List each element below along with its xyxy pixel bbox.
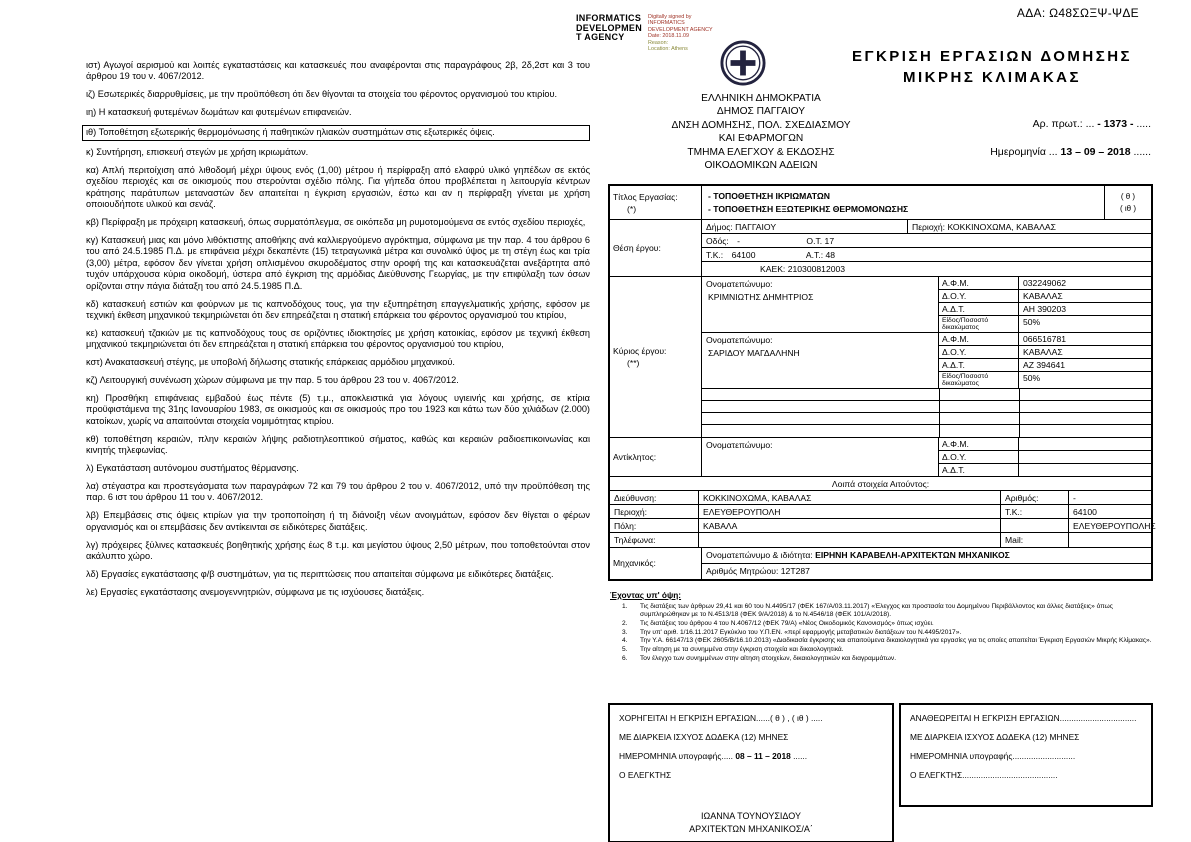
considering-item: 1. Τις διατάξεις των άρθρων 29,41 και 60 του Ν.4495/17 (ΦΕΚ 167/Α/03.11.2017) «Έλεγχος και προστασία του Δομημένου Περιβάλλοντος και άλλες διατάξεις» όπως συμπληρώθηκαν με το Ν.4513/18 (ΦΕΚ 9/Α/2018) & το Ν.4546/18 (ΦΕΚ 101/Α/2018). xyxy=(622,602,1113,619)
empty-owner-row xyxy=(702,401,1151,413)
engineer-fields xyxy=(702,548,1151,579)
informatics-agency-text: INFORMATICS DEVELOPMEN T AGENCY xyxy=(576,13,643,43)
owner-section xyxy=(610,277,1151,438)
legal-paragraph: ιζ) Εσωτερικές διαρρυθμίσεις, με την προϋπόθεση ότι δεν θίγονται τα στοιχεία του φέροντος οργανισμού του κτιρίου. xyxy=(86,89,558,100)
person-name-label: Ονοματεπώνυμο: xyxy=(706,279,773,289)
person-name: ΣΑΡΙΔΟΥ ΜΑΓΔΑΛΗΝΗ xyxy=(708,348,800,358)
considering-item: 5. Την αίτηση με τα συνημμένα στην έγκριση στοιχεία και δικαιολογητικά. xyxy=(622,646,844,654)
grant-date-line: ΗΜΕΡΟΜΗΝΙΑ υπογραφής..... 08 – 11 – 2018 ...... xyxy=(619,751,808,762)
legal-paragraphs-list xyxy=(86,60,590,605)
person-name-label: Ονοματεπώνυμο: xyxy=(706,440,773,450)
considering-item: 6. Τον έλεγχο των συνημμένων στην αίτηση στοιχείων, δικαιολογητικών και διαγραμμάτων. xyxy=(622,654,897,662)
applicant-detail-row: Διεύθυνση: ΚΟΚΚΙΝΟΧΩΜΑ, ΚΑΒΑΛΑΣ Αριθμός: - xyxy=(610,491,1151,505)
afm-value: 066516781 xyxy=(1023,334,1067,344)
doy-label: Δ.Ο.Υ. xyxy=(939,451,1019,463)
authority-line: ΚΑΙ ΕΦΑΡΜΟΓΩΝ xyxy=(718,133,804,145)
authority-line: ΤΜΗΜΑ ΕΛΕΓΧΟΥ & ΕΚΔΟΣΗΣ xyxy=(687,146,835,158)
authority-line: ΔΝΣΗ ΔΟΜΗΣΗΣ, ΠΟΛ. ΣΧΕΔΙΑΣΜΟΥ xyxy=(671,119,851,131)
postcode-field: Τ.Κ.: 64100 Α.Τ.: 48 xyxy=(702,248,1151,262)
owner-fields xyxy=(702,277,1151,437)
inspector-label: Ο ΕΛΕΓΚΤΗΣ......................................... xyxy=(910,770,1058,781)
owner-label: Κύριος έργου: (**) xyxy=(610,277,702,437)
work-title-label: Τίτλος Εργασίας: (*) xyxy=(610,186,702,219)
work-code: ( ιθ ) xyxy=(1120,204,1136,213)
legal-paragraph: κθ) τοποθέτηση κεραιών, πλην κεραιών λήψης ραδιοτηλεοπτικού σήματος, καθώς και κεραιών ραδιοεπικοινωνίας και κινητής τηλεφωνίας. xyxy=(86,433,590,456)
empty-owner-row xyxy=(702,389,1151,401)
legal-paragraph: λε) Εργασίες εγκατάστασης ανεμογεννητριών, σύμφωνα με τις ισχύουσες διατάξεις. xyxy=(86,586,425,597)
adt-label: Α.Δ.Τ. xyxy=(939,359,1019,371)
work-title-section xyxy=(610,186,1151,220)
legal-paragraph: ιη) Η κατασκευή φυτεμένων δωμάτων και φυτεμένων επιφανειών. xyxy=(86,107,352,118)
revision-line: ΑΝΑΘΕΩΡΕΙΤΑΙ Η ΕΓΚΡΙΣΗ ΕΡΓΑΣΙΩΝ................................. xyxy=(910,713,1137,724)
empty-owner-row xyxy=(702,413,1151,425)
revision-duration-line: ΜΕ ΔΙΑΡΚΕΙΑ ΙΣΧΥΟΣ ΔΩΔΕΚΑ (12) ΜΗΝΕΣ xyxy=(910,732,1080,743)
applicant-detail-row: Πόλη: ΚΑΒΑΛΑ ΕΛΕΥΘΕΡΟΥΠΟΛΗΣ xyxy=(610,519,1151,533)
engineer-registry-field: Αριθμός Μητρώου: 12Τ287 xyxy=(702,563,1151,579)
inspector-label: Ο ΕΛΕΓΚΤΗΣ xyxy=(619,770,672,781)
share-label: Είδος/Ποσοστό δικαιώματος xyxy=(939,372,1019,388)
authority-line: ΟΙΚΟΔΟΜΙΚΩΝ ΑΔΕΙΩΝ xyxy=(704,160,818,172)
location-section xyxy=(610,220,1151,277)
legal-paragraph: κ) Συντήρηση, επισκευή στεγών με χρήση ικριωμάτων. xyxy=(86,147,309,158)
considering-item: 2. Τις διατάξεις του άρθρου 4 του Ν.4067/12 (ΦΕΚ 79/Α) «Νέος Οικοδομικός Κανονισμός» όπως ισχύει. xyxy=(622,619,934,627)
authority-line: ΔΗΜΟΣ ΠΑΓΓΑΙΟΥ xyxy=(716,106,806,118)
approval-boxes xyxy=(608,703,1153,842)
owner-person-row xyxy=(702,277,1151,333)
legal-paragraph: κβ) Περίφραξη με πρόχειρη κατασκευή, όπως συρματόπλεγμα, σε οικόπεδα μη ρυμοτομούμενα σε εντός σχεδίου περιοχές, xyxy=(86,217,586,228)
legal-paragraph: κζ) Λειτουργική συνένωση χώρων σύμφωνα με την παρ. 5 του άρθρου 23 του ν. 4067/2012. xyxy=(86,375,459,386)
afm-label: Α.Φ.Μ. xyxy=(939,438,1019,450)
kaek-field: ΚΑΕΚ: 210300812003 xyxy=(760,263,846,274)
coat-of-arms-icon xyxy=(720,40,766,86)
applicant-detail-row: Τηλέφωνα: Mail: xyxy=(610,533,1151,547)
permit-form-table xyxy=(608,184,1156,581)
issuing-authority xyxy=(608,92,914,173)
document-title: ΕΓΚΡΙΣΗ ΕΡΓΑΣΙΩΝ ΔΟΜΗΣΗΣ ΜΙΚΡΗΣ ΚΛΙΜΑΚΑΣ xyxy=(851,48,1133,86)
work-item: - ΤΟΠΟΘΕΤΗΣΗ ΕΞΩΤΕΡΙΚΗΣ ΘΕΡΜΟΜΟΝΩΣΗΣ xyxy=(708,204,909,214)
permit-form-column xyxy=(608,40,1156,842)
doy-value: ΚΑΒΑΛΑΣ xyxy=(1023,291,1063,301)
afm-value: 032249062 xyxy=(1023,278,1067,288)
legal-paragraph: λβ) Επεμβάσεις στις όψεις κτιρίων για την τροποποίηση ή τη διάνοιξη νέων ανοιγμάτων, εφόσον δεν θίγεται ο φέρων οργανισμός και οι επεμβάσεις δεν αντίκεινται σε ειδικότερες διατάξεις. xyxy=(86,510,590,532)
grant-duration-line: ΜΕ ΔΙΑΡΚΕΙΑ ΙΣΧΥΟΣ ΔΩΔΕΚΑ (12) ΜΗΝΕΣ xyxy=(619,732,789,743)
afm-label: Α.Φ.Μ. xyxy=(939,277,1019,289)
adt-label: Α.Δ.Τ. xyxy=(939,464,1019,476)
legal-paragraph: λδ) Εργασίες εγκατάστασης φ/β συστημάτων, για τις περιπτώσεις που απαιτείται σύμφωνα με ειδικότερες διατάξεις. xyxy=(86,568,554,579)
agent-person-row xyxy=(702,438,1151,476)
work-items xyxy=(702,186,1105,219)
adt-value: ΑΗ 390203 xyxy=(1023,304,1067,314)
considering-item: 3. Την υπ' αριθ. 1/16.11.2017 Εγκύκλιο του Υ.Π.ΕΝ. «περί εφαρμογής μεταβατικών διατάξεων του Ν.4495/2017». xyxy=(622,628,962,636)
legal-paragraph-highlighted: ιθ) Τοποθέτηση εξωτερικής θερμομόνωσης ή παθητικών ηλιακών συστημάτων στις εξωτερικές όψεις. xyxy=(82,125,590,140)
afm-label: Α.Φ.Μ. xyxy=(939,333,1019,345)
authority-line: ΕΛΛΗΝΙΚΗ ΔΗΜΟΚΡΑΤΙΑ xyxy=(701,93,821,104)
adt-label: Α.Δ.Τ. xyxy=(939,303,1019,315)
engineer-section xyxy=(610,548,1151,579)
work-code: ( θ ) xyxy=(1120,192,1136,201)
signature-details-text: Digitally signed by INFORMATICS DEVELOPMENT AGENCY Date: 2018.11.09 Reason: Location: Athens xyxy=(648,14,713,52)
considering-header: Έχοντας υπ' όψη: xyxy=(610,589,682,600)
form-header xyxy=(608,40,1153,184)
signatory-title: ΑΡΧΙΤΕΚΤΩΝ ΜΗΧΑΝΙΚΟΣ/Α΄ xyxy=(689,824,813,835)
legal-paragraph: κα) Απλή περιτοίχιση από λιθοδομή μέχρι ύψους ενός (1,00) μέτρου ή περίφραξη από ελαφρύ υλικό γηπέδων σε εκτός σχεδίου περιοχές και σε οικισμούς που στερούνται σχέδιο πόλης. Για γήπεδα όπου προβλέπεται η λειτουργία κέντρων κράτησης παράτυπων μεταναστών δεν απαιτείται η έγκριση εργασιών, έστω και αν η περίφραξη γίνεται με χρήση οποιουδήποτε υλικού και σενάζ. xyxy=(86,164,590,210)
work-item: - ΤΟΠΟΘΕΤΗΣΗ ΙΚΡΙΩΜΑΤΩΝ xyxy=(708,191,830,201)
ada-code: ΑΔΑ: Ω48ΣΩΞΨ-ΨΔΕ xyxy=(1016,6,1139,20)
location-fields xyxy=(702,220,1151,276)
municipality-field: Δήμος: ΠΑΓΓΑΙΟΥ xyxy=(706,221,777,232)
doy-label: Δ.Ο.Υ. xyxy=(939,290,1019,302)
applicant-details-section xyxy=(610,477,1156,548)
considering-section xyxy=(608,590,1153,664)
considering-item: 4. Την Υ.Α. 66147/13 (ΦΕΚ 2605/Β/16.10.2013) «Διαδικασία έγκρισης και απαιτούμενα δικαιολογητικά για εργασίες για τις οποίες απαιτείται Έγκριση Εργασιών Μικρής Κλίμακας». xyxy=(622,637,1152,645)
applicant-detail-row: Περιοχή: ΕΛΕΥΘΕΡΟΥΠΟΛΗ Τ.Κ.: 64100 xyxy=(610,505,1151,519)
agent-section xyxy=(610,438,1151,477)
adt-value: ΑΖ 394641 xyxy=(1023,360,1066,370)
share-label: Είδος/Ποσοστό δικαιώματος xyxy=(939,316,1019,332)
signatory xyxy=(610,810,892,836)
location-label: Θέση έργου: xyxy=(610,220,702,276)
empty-owner-row xyxy=(702,425,1151,437)
doy-value: ΚΑΒΑΛΑΣ xyxy=(1023,347,1063,357)
engineer-label: Μηχανικός: xyxy=(610,548,702,579)
person-name: ΚΡΙΜΝΙΩΤΗΣ ΔΗΜΗΤΡΙΟΣ xyxy=(708,292,814,302)
legal-paragraph: ιστ) Αγωγοί αερισμού και λοιπές εγκαταστάσεις και κατασκευές που αναφέρονται στις παραγράφους 2β, 2δ,2στ και 3 του άρθρου 19 του ν. 4067/2012. xyxy=(86,60,590,82)
area-field: Περιοχή: ΚΟΚΚΙΝΟΧΩΜΑ, ΚΑΒΑΛΑΣ xyxy=(907,220,1151,233)
legal-paragraph: λα) στέγαστρα και προστεγάσματα των παραγράφων 72 και 79 του άρθρου 2 του ν. 4067/2012, υπό την προϋπόθεση της παρ. 6 ιστ του άρθρου 11 του ν. 4067/2012. xyxy=(86,480,590,503)
legal-paragraph: κη) Προσθήκη επιφάνειας εμβαδού έως πέντε (5) τ.μ., αποκλειστικά για λόγους υγιεινής και χρήσης, σε κτίρια προϋφιστάμενα της 31ης Ιανουαρίου 1983, σε οικισμούς και σε οικισμούς προ του 1923 και κάτω των δύο χιλιάδων (2.000) κατοίκων, χωρίς να απαιτούνται στοιχεία νομιμότητας κτιρίου. xyxy=(86,392,590,426)
legal-paragraph: κγ) Κατασκευή μιας και μόνο λιθόκτιστης αποθήκης ανά καλλιεργούμενο αγρόκτημα, σύμφωνα με την παρ. 4 του άρθρου 6 του από 24.5.1985 Π.Δ. με επιφάνεια μέχρι δεκαπέντε (15) τετραγωνικά μέτρα και συνολικό ύψος με τη στέγη έως και τρία (3,00) μέτρα, εφόσον δεν γίνεται χρήση οπλισμένου σκυροδέματος στην οροφή της και κατασκευάζεται ανεξάρτητα από τυχόν υπάρχουσα κύρια οικοδομή, ύστερα από έγκριση της αρμόδιας Διεύθυνσης Γεωργίας, με την επιφύλαξη των όσων ορίζονται στην πάγια διάταξη του από 24.5.1985 Π.Δ. xyxy=(86,234,590,291)
legal-paragraph: λ) Εγκατάσταση αυτόνομου συστήματος θέρμανσης. xyxy=(86,462,299,473)
agent-label: Αντίκλητος: xyxy=(610,438,702,476)
street-block-field: Οδός: - Ο.Τ. 17 xyxy=(702,234,1151,248)
share-value: 50% xyxy=(1023,317,1041,327)
applicant-details-header: Λοιπά στοιχεία Αιτούντος: xyxy=(610,477,1151,491)
person-name-label: Ονοματεπώνυμο: xyxy=(706,335,773,345)
legal-paragraph: λγ) πρόχειρες ξύλινες κατασκευές βοηθητικής χρήσης έως 8 τ.μ. και μεγίστου ύψους 2,50 μέτρων, που τοποθετούνται στον ακάλυπτο χώρο. xyxy=(86,539,590,561)
revision-date-line: ΗΜΕΡΟΜΗΝΙΑ υπογραφής........................... xyxy=(910,751,1076,762)
grant-line: ΧΟΡΗΓΕΙΤΑΙ Η ΕΓΚΡΙΣΗ ΕΡΓΑΣΙΩΝ......( θ ) , ( ιθ ) ..... xyxy=(619,713,823,724)
signatory-name: ΙΩΑΝΝΑ ΤΟΥΝΟΥΣΙΔΟΥ xyxy=(701,811,801,822)
work-codes xyxy=(1105,186,1151,219)
legal-paragraph: κε) κατασκευή τζακιών με τις καπνοδόχους τους σε οριζόντιες ιδιοκτησίες με χρήση κατοικίας, εφόσον με τεχνική έκθεση μηχανικού τεκμηριώνεται ότι δεν επηρεάζεται η στατική επάρκεια του φέροντος οργανισμού του κτιρίου, xyxy=(86,327,590,350)
doy-label: Δ.Ο.Υ. xyxy=(939,346,1019,358)
legal-paragraph: κστ) Ανακατασκευή στέγης, με υποβολή δήλωσης στατικής επάρκειας αρμόδιου μηχανικού. xyxy=(86,357,455,368)
engineer-name-field: Ονοματεπώνυμο & ιδιότητα: ΕΙΡΗΝΗ ΚΑΡΑΒΕΛΗ-ΑΡΧΙΤΕΚΤΩΝ ΜΗΧΑΝΙΚΟΣ xyxy=(706,550,1010,560)
owner-person-row xyxy=(702,333,1151,389)
grant-approval-box xyxy=(608,703,894,842)
legal-paragraph: κδ) κατασκευή εστιών και φούρνων με τις καπνοδόχους τους, για την εξυπηρέτηση επαγγελματικής χρήσης, εφόσον με τεχνική έκθεση μηχανικού τεκμηριώνεται ότι δεν επηρεάζεται η στατική επάρκεια του φέροντος οργανισμού του κτιρίου, xyxy=(86,298,590,320)
document-date: Ημερομηνία ... 13 – 09 – 2018 ...... xyxy=(990,146,1151,158)
share-value: 50% xyxy=(1023,373,1041,383)
revision-box xyxy=(899,703,1153,807)
protocol-number: Αρ. πρωτ.: ... - 1373 - ..... xyxy=(1032,118,1151,130)
